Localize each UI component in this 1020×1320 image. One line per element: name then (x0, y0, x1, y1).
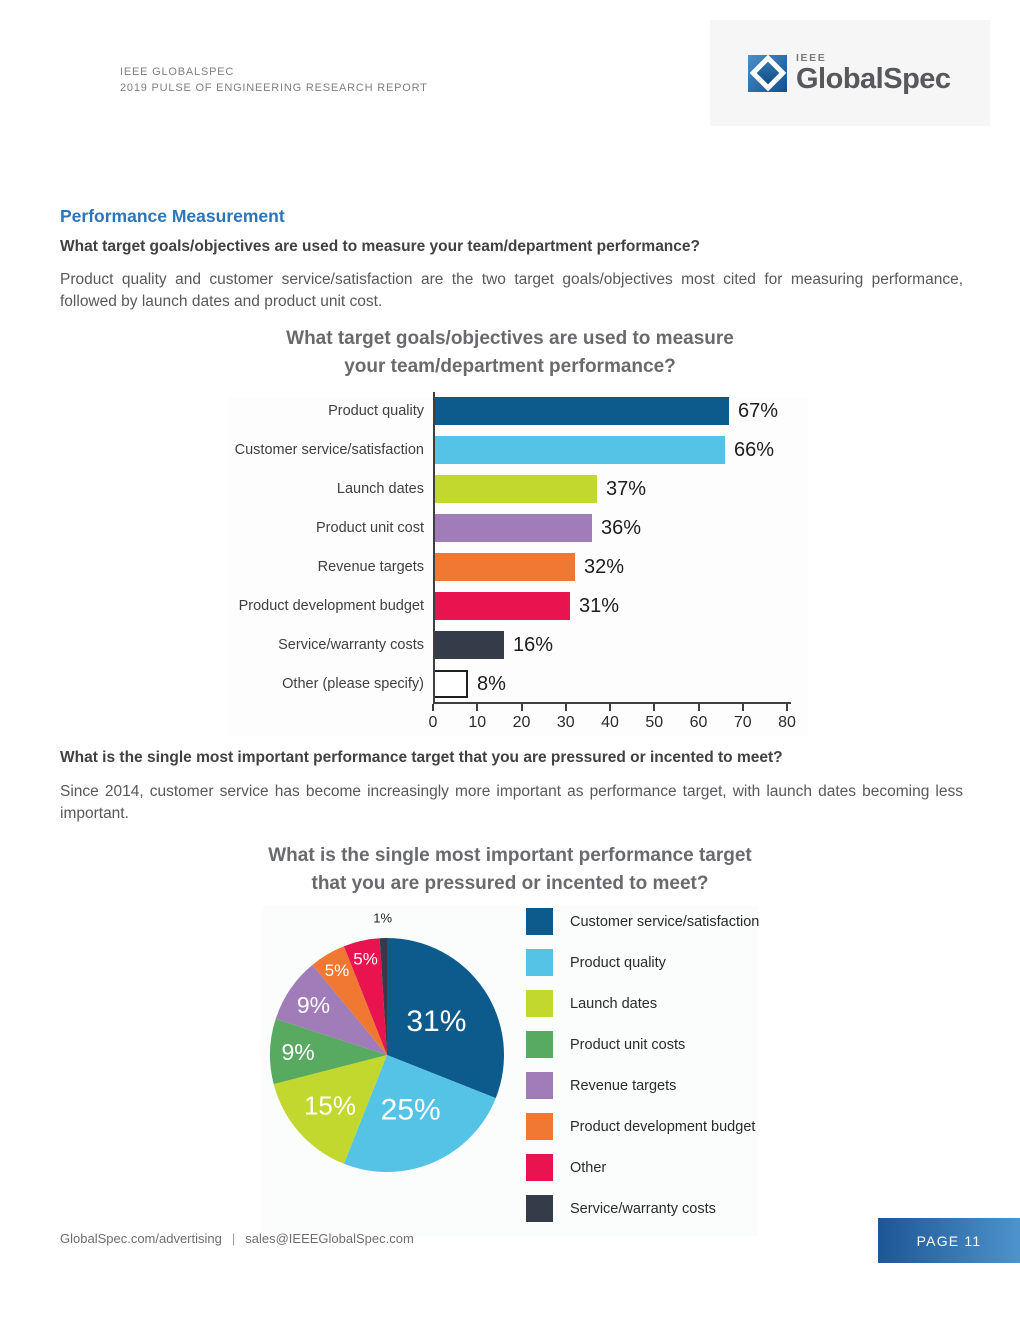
x-axis-tick-label: 10 (468, 714, 487, 731)
advertising-link[interactable]: GlobalSpec.com/advertising (60, 1231, 222, 1246)
bar (433, 670, 468, 698)
bar-category-label: Launch dates (336, 481, 424, 497)
x-axis-tick (786, 704, 788, 711)
legend-swatch (526, 908, 553, 935)
section-title: Performance Measurement (60, 206, 285, 226)
bar-value-label: 32% (584, 555, 625, 578)
bar (433, 475, 597, 503)
pie-slice-label: 5% (324, 960, 350, 980)
x-axis-tick (609, 704, 611, 711)
legend-label: Revenue targets (570, 1077, 677, 1094)
bar-row (228, 436, 808, 464)
legend-label: Service/warranty costs (570, 1200, 716, 1217)
legend-item (526, 1031, 759, 1058)
legend-swatch (526, 1113, 553, 1140)
question-1: What target goals/objectives are used to measure your team/department performance? (60, 238, 700, 255)
pie-slice-label: 25% (380, 1093, 441, 1127)
x-axis-tick (565, 704, 567, 711)
page-number-badge: PAGE 11 (878, 1218, 1020, 1263)
bar-row (228, 514, 808, 542)
bar-value-label: 16% (513, 633, 554, 656)
x-axis-tick-label: 30 (556, 714, 575, 731)
logo-text (796, 52, 951, 94)
x-axis-tick-label: 70 (733, 714, 752, 731)
globalspec-logo (710, 20, 990, 126)
x-axis-tick (698, 704, 700, 711)
legend-label: Product quality (570, 954, 666, 971)
bar-value-label: 8% (477, 672, 506, 695)
bar (433, 553, 575, 581)
x-axis-tick (476, 704, 478, 711)
pie-chart-section (0, 842, 1020, 1236)
bar-chart-section (0, 325, 1020, 736)
bar-category-label: Product development budget (238, 598, 424, 614)
pie-chart-title: What is the single most important performance target that you are pressured or incented to meet? (268, 845, 752, 894)
footer-separator: | (231, 1231, 236, 1246)
x-axis-tick-label: 40 (601, 714, 619, 731)
bar-category-label: Other (please specify) (282, 676, 424, 692)
pie-slice-label: 9% (281, 1039, 315, 1066)
bar-row (228, 592, 808, 620)
footer-links (60, 1231, 414, 1246)
bar-row (228, 670, 808, 698)
x-axis-tick-label: 20 (512, 714, 531, 731)
x-axis-tick (742, 704, 744, 711)
report-header-meta (120, 64, 428, 96)
x-axis-tick-label: 80 (778, 714, 796, 731)
legend-swatch (526, 1195, 553, 1222)
legend-label: Other (570, 1159, 607, 1176)
legend-item (526, 1154, 759, 1181)
legend-label: Product development budget (570, 1118, 756, 1135)
pie-slice-label: 15% (303, 1090, 357, 1121)
bar (433, 397, 729, 425)
bar-row (228, 553, 808, 581)
legend-item (526, 990, 759, 1017)
bar-category-label: Product unit cost (316, 520, 424, 536)
bar-row (228, 475, 808, 503)
pie-and-legend (262, 906, 758, 1236)
bar-category-label: Product quality (328, 403, 424, 419)
report-subtitle: 2019 PULSE OF ENGINEERING RESEARCH REPORT (120, 82, 428, 94)
pie-slice-label: 31% (406, 1005, 467, 1038)
bar-row (228, 397, 808, 425)
legend-item (526, 908, 759, 935)
sales-email-link[interactable]: sales@IEEEGlobalSpec.com (245, 1231, 414, 1246)
bar-category-label: Service/warranty costs (278, 637, 424, 653)
x-axis-tick (432, 704, 434, 711)
legend-item (526, 1195, 759, 1222)
globalspec-diamond-icon (748, 55, 787, 92)
x-axis-tick-label: 50 (645, 714, 664, 731)
bar-chart (228, 397, 808, 736)
bar-value-label: 36% (601, 516, 642, 539)
pie-svg (262, 910, 512, 1182)
bar-value-label: 37% (606, 477, 647, 500)
legend-item (526, 1072, 759, 1099)
bar (433, 514, 592, 542)
bar-value-label: 67% (738, 399, 779, 422)
legend-swatch (526, 1072, 553, 1099)
pie-slice-label: 5% (353, 949, 378, 969)
x-axis-tick-label: 0 (428, 714, 438, 731)
legend-item (526, 1113, 759, 1140)
y-axis-line (433, 392, 435, 702)
x-axis-tick-label: 60 (689, 714, 708, 731)
legend-label: Product unit costs (570, 1036, 686, 1053)
bar-row (228, 631, 808, 659)
bar (433, 436, 725, 464)
legend-swatch (526, 1154, 553, 1181)
legend-swatch (526, 990, 553, 1017)
pie-legend (526, 906, 759, 1236)
pie-slice-label: 9% (296, 992, 331, 1018)
question-2: What is the single most important performance target that you are pressured or incented to meet? (60, 749, 783, 766)
summary-1: Product quality and customer service/satisfaction are the two target goals/objectives most cited for measuring performance, followed by launch dates and product unit cost. (60, 271, 963, 310)
bar-value-label: 66% (734, 438, 775, 461)
report-name: IEEE GLOBALSPEC (120, 66, 235, 78)
legend-label: Launch dates (570, 995, 658, 1012)
logo-name-label: GlobalSpec (796, 63, 951, 95)
summary-2: Since 2014, customer service has become increasingly more important as performance target, with launch dates becoming less important. (60, 783, 963, 822)
x-axis-tick (521, 704, 523, 711)
bar-category-label: Revenue targets (317, 559, 424, 575)
bar-chart-title: What target goals/objectives are used to measure your team/department performance? (286, 328, 734, 377)
legend-swatch (526, 1031, 553, 1058)
bar (433, 592, 570, 620)
bar-category-label: Customer service/satisfaction (234, 442, 424, 458)
x-axis-tick (653, 704, 655, 711)
legend-swatch (526, 949, 553, 976)
bar-x-axis (428, 702, 796, 736)
bar-rows (228, 397, 808, 698)
logo-ieee-label: IEEE (796, 52, 827, 64)
legend-label: Customer service/satisfaction (570, 913, 760, 930)
bar (433, 631, 504, 659)
legend-item (526, 949, 759, 976)
bar-value-label: 31% (579, 594, 620, 617)
pie-slice-label: 1% (373, 910, 393, 926)
